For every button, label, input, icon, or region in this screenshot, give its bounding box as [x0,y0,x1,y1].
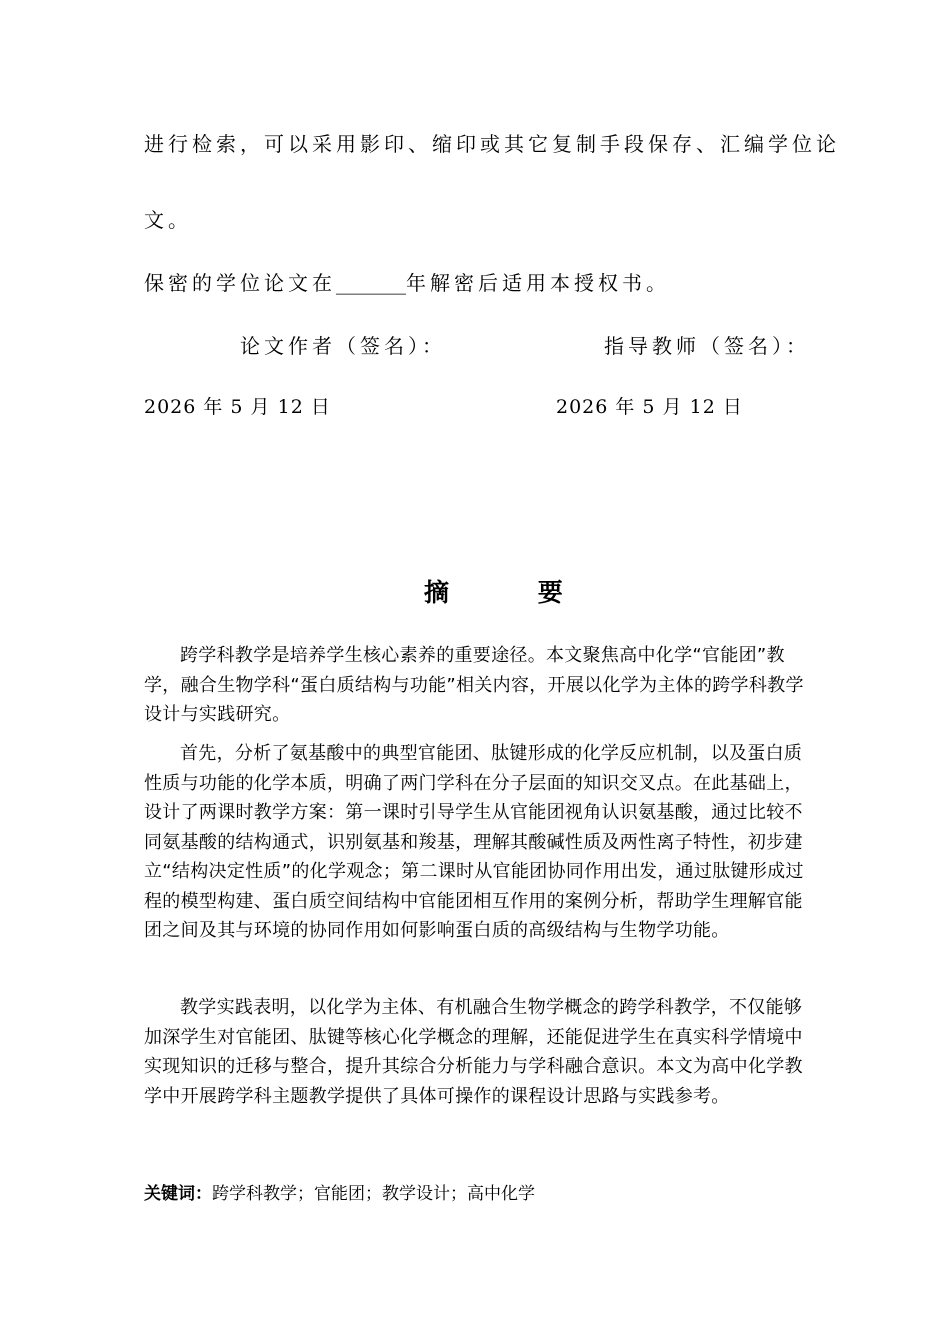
abstract-paragraph-3: 教学实践表明，以化学为主体、有机融合生物学概念的跨学科教学，不仅能够加深学生对官能团、肽键等核心化学概念的理解，还能促进学生在真实科学情境中实现知识的迁移与整合，提升其综合分析能力与学科融合意识。本文为高中化学教学中开展跨学科主题教学提供了具体可操作的课程设计思路与实践参考。 [144,997,803,1107]
abstract-paragraph-2: 首先，分析了氨基酸中的典型官能团、肽键形成的化学反应机制，以及蛋白质性质与功能的化学本质，明确了两门学科在分子层面的知识交叉点。在此基础上，设计了两课时教学方案：第一课时引导学生从官能团视角认识氨基酸，通过比较不同氨基酸的结构通式，识别氨基和羧基，理解其酸碱性质及两性离子特性，初步建立“结构决定性质”的化学观念；第二课时从官能团协同作用出发，通过肽键形成过程的模型构建、蛋白质空间结构中官能团相互作用的案例分析，帮助学生理解官能团之间及其与环境的协同作用如何影响蛋白质的高级结构与生物学功能。 [144,743,804,941]
advisor-signature-label: 指导教师（签名）： [604,334,810,358]
confidential-prefix: 保密的学位论文在 [144,271,336,295]
confidential-statement [144,267,670,296]
abstract-title: 摘 要 [424,578,603,607]
keywords-label: 关键词： [144,1184,212,1204]
authorization-line-1: 进行检索，可以采用影印、缩印或其它复制手段保存、汇编学位论 [144,132,840,156]
author-signature-label: 论文作者（签名）： [240,334,446,358]
keywords-list: 跨学科教学；官能团；教学设计；高中化学 [212,1184,535,1204]
keywords [144,1179,535,1204]
author-date: 2026 年 5 月 12 日 [144,396,331,418]
abstract-paragraph-1: 跨学科教学是培养学生核心素养的重要途径。本文聚焦高中化学“官能团”教学，融合生物学科“蛋白质结构与功能”相关内容，开展以化学为主体的跨学科教学设计与实践研究。 [144,645,804,725]
advisor-date: 2026 年 5 月 12 日 [556,396,743,418]
confidential-suffix: 年解密后适用本授权书。 [406,271,670,295]
years-blank: _______ [336,271,406,295]
authorization-line-2: 文。 [144,208,192,232]
